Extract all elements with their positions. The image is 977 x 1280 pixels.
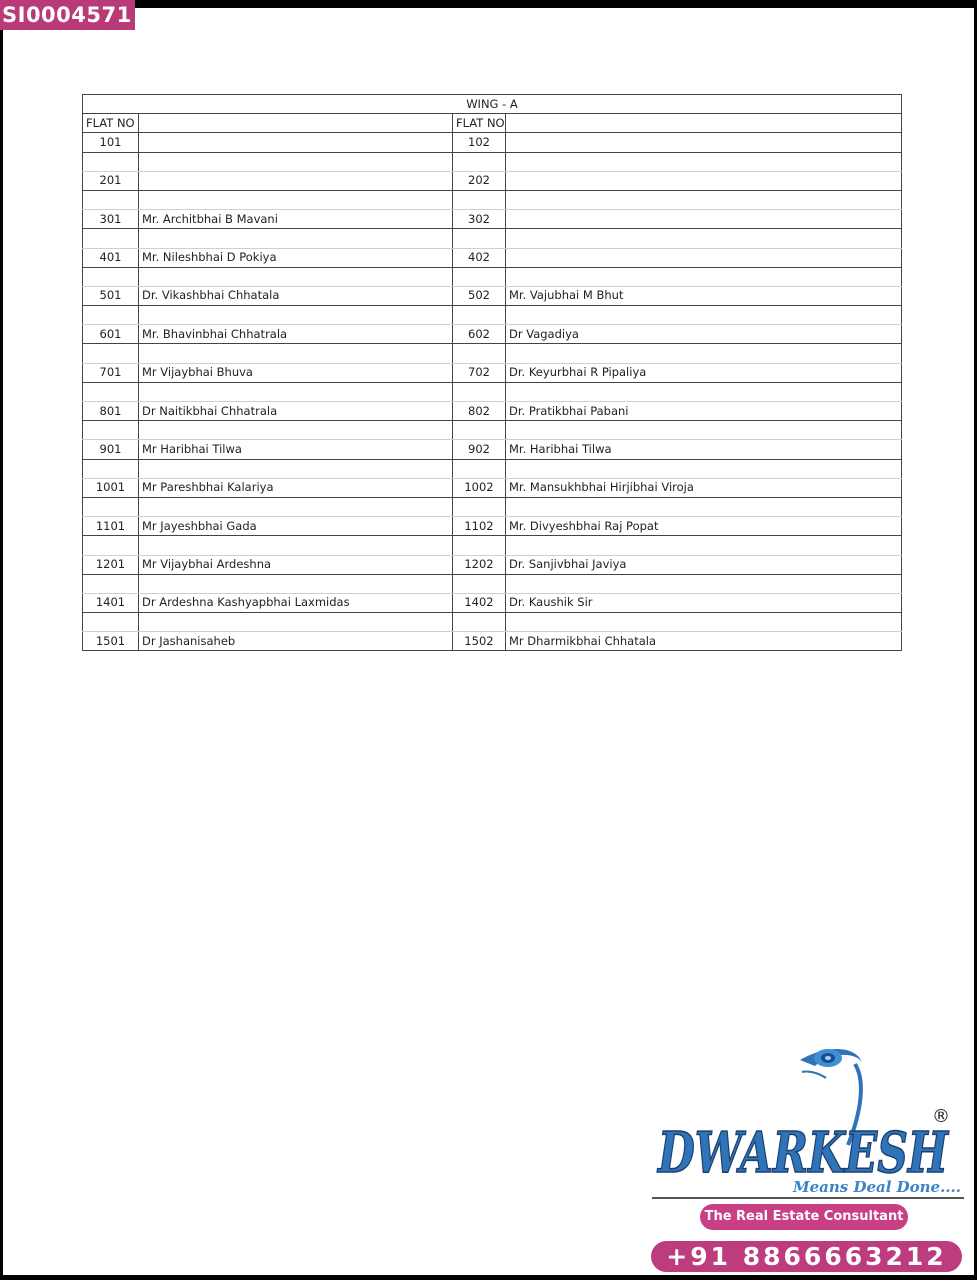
spacer-cell (506, 574, 902, 593)
header-flat-no-right: FLAT NO (453, 114, 506, 133)
spacer-cell (83, 613, 139, 632)
spacer-cell (453, 190, 506, 209)
owner-name-left: Mr Vijaybhai Ardeshna (139, 555, 453, 574)
owner-name-right: Dr Vagadiya (506, 325, 902, 344)
table-spacer-row (83, 459, 902, 478)
flat-number-left: 1201 (83, 555, 139, 574)
brand-wordmark: DWARKESH (656, 1120, 950, 1186)
spacer-cell (139, 459, 453, 478)
spacer-cell (83, 229, 139, 248)
table-row (83, 171, 902, 190)
table-row (83, 593, 902, 612)
spacer-cell (506, 459, 902, 478)
spacer-cell (453, 382, 506, 401)
table-row (83, 133, 902, 152)
owner-name-left: Dr. Vikashbhai Chhatala (139, 286, 453, 305)
flat-number-left: 301 (83, 210, 139, 229)
flat-number-right: 1202 (453, 555, 506, 574)
spacer-cell (83, 459, 139, 478)
document-id-badge: SI0004571 (0, 0, 135, 30)
owner-name-left: Mr. Architbhai B Mavani (139, 210, 453, 229)
brand-slogan: Means Deal Done.... (793, 1178, 961, 1196)
flat-number-right: 302 (453, 210, 506, 229)
spacer-cell (139, 306, 453, 325)
table-spacer-row (83, 382, 902, 401)
flat-number-left: 501 (83, 286, 139, 305)
flat-number-left: 1001 (83, 478, 139, 497)
spacer-cell (506, 421, 902, 440)
owner-name-right (506, 133, 902, 152)
brand-divider (652, 1197, 964, 1199)
spacer-cell (83, 190, 139, 209)
flat-number-left: 101 (83, 133, 139, 152)
table-spacer-row (83, 190, 902, 209)
spacer-cell (83, 382, 139, 401)
spacer-cell (506, 229, 902, 248)
owner-name-left: Mr. Bhavinbhai Chhatrala (139, 325, 453, 344)
table-header-row (83, 114, 902, 133)
flat-number-right: 1402 (453, 593, 506, 612)
spacer-cell (139, 344, 453, 363)
flat-number-left: 601 (83, 325, 139, 344)
spacer-cell (83, 421, 139, 440)
spacer-cell (139, 421, 453, 440)
spacer-cell (453, 574, 506, 593)
flat-number-left: 201 (83, 171, 139, 190)
spacer-cell (139, 536, 453, 555)
frame-top-border (0, 0, 977, 8)
spacer-cell (139, 613, 453, 632)
table-row (83, 632, 902, 651)
header-blank-left (139, 114, 453, 133)
owner-name-right: Dr. Pratikbhai Pabani (506, 402, 902, 421)
spacer-cell (506, 382, 902, 401)
flat-number-right: 202 (453, 171, 506, 190)
spacer-cell (453, 306, 506, 325)
flat-number-left: 801 (83, 402, 139, 421)
flat-number-right: 1002 (453, 478, 506, 497)
flat-number-left: 1401 (83, 593, 139, 612)
table-spacer-row (83, 267, 902, 286)
table-spacer-row (83, 574, 902, 593)
table-row (83, 555, 902, 574)
spacer-cell (139, 229, 453, 248)
owner-name-right (506, 248, 902, 267)
flat-number-right: 1502 (453, 632, 506, 651)
flat-number-right: 1102 (453, 517, 506, 536)
flat-number-right: 902 (453, 440, 506, 459)
owner-name-right (506, 171, 902, 190)
owner-name-right (506, 210, 902, 229)
table-spacer-row (83, 613, 902, 632)
flat-owners-table (82, 94, 902, 651)
table-spacer-row (83, 536, 902, 555)
spacer-cell (453, 344, 506, 363)
dwarkesh-logo (650, 1040, 968, 1274)
spacer-cell (139, 574, 453, 593)
spacer-cell (453, 613, 506, 632)
dwarkesh-logo-graphic (650, 1040, 968, 1274)
owner-name-left: Mr Pareshbhai Kalariya (139, 478, 453, 497)
spacer-cell (139, 267, 453, 286)
owner-name-right: Dr. Keyurbhai R Pipaliya (506, 363, 902, 382)
table-row (83, 440, 902, 459)
header-blank-right (506, 114, 902, 133)
registered-mark: ® (932, 1106, 950, 1127)
flat-number-right: 702 (453, 363, 506, 382)
spacer-cell (453, 536, 506, 555)
table-spacer-row (83, 497, 902, 516)
owner-name-left: Dr Ardeshna Kashyapbhai Laxmidas (139, 593, 453, 612)
spacer-cell (139, 382, 453, 401)
spacer-cell (453, 152, 506, 171)
table-spacer-row (83, 421, 902, 440)
table-spacer-row (83, 344, 902, 363)
owner-name-right: Mr. Haribhai Tilwa (506, 440, 902, 459)
owner-name-left: Mr Jayeshbhai Gada (139, 517, 453, 536)
owner-name-left (139, 171, 453, 190)
flat-number-right: 802 (453, 402, 506, 421)
owner-name-left: Dr Jashanisaheb (139, 632, 453, 651)
spacer-cell (453, 421, 506, 440)
spacer-cell (453, 267, 506, 286)
spacer-cell (83, 574, 139, 593)
flat-number-right: 402 (453, 248, 506, 267)
table-title-row (83, 95, 902, 114)
spacer-cell (506, 497, 902, 516)
owner-name-right: Mr. Divyeshbhai Raj Popat (506, 517, 902, 536)
table-row (83, 363, 902, 382)
owner-name-left: Mr Haribhai Tilwa (139, 440, 453, 459)
contact-phone[interactable]: +91 8866663212 (651, 1241, 962, 1272)
flat-number-right: 602 (453, 325, 506, 344)
owner-name-right: Dr. Sanjivbhai Javiya (506, 555, 902, 574)
frame-left-border (0, 0, 3, 1280)
spacer-cell (83, 152, 139, 171)
table-row (83, 286, 902, 305)
flat-number-left: 401 (83, 248, 139, 267)
spacer-cell (506, 536, 902, 555)
spacer-cell (506, 344, 902, 363)
flat-number-right: 102 (453, 133, 506, 152)
flat-number-right: 502 (453, 286, 506, 305)
header-flat-no-left: FLAT NO (83, 114, 139, 133)
owner-name-left: Mr. Nileshbhai D Pokiya (139, 248, 453, 267)
table-row (83, 517, 902, 536)
spacer-cell (453, 459, 506, 478)
table-row (83, 210, 902, 229)
spacer-cell (83, 306, 139, 325)
owner-name-right: Dr. Kaushik Sir (506, 593, 902, 612)
table-spacer-row (83, 229, 902, 248)
table-row (83, 325, 902, 344)
spacer-cell (506, 613, 902, 632)
owner-name-right: Mr. Vajubhai M Bhut (506, 286, 902, 305)
table-row (83, 402, 902, 421)
table-spacer-row (83, 152, 902, 171)
spacer-cell (139, 152, 453, 171)
table-title: WING - A (83, 95, 902, 114)
spacer-cell (83, 497, 139, 516)
spacer-cell (139, 497, 453, 516)
spacer-cell (139, 190, 453, 209)
table-row (83, 248, 902, 267)
owner-name-right: Mr. Mansukhbhai Hirjibhai Viroja (506, 478, 902, 497)
spacer-cell (453, 497, 506, 516)
flat-number-left: 1101 (83, 517, 139, 536)
spacer-cell (506, 267, 902, 286)
table-spacer-row (83, 306, 902, 325)
flat-number-left: 1501 (83, 632, 139, 651)
spacer-cell (83, 267, 139, 286)
flat-number-left: 701 (83, 363, 139, 382)
owner-name-left (139, 133, 453, 152)
owner-name-left: Dr Naitikbhai Chhatrala (139, 402, 453, 421)
spacer-cell (506, 190, 902, 209)
flat-number-left: 901 (83, 440, 139, 459)
frame-bottom-border (0, 1275, 977, 1280)
table-row (83, 478, 902, 497)
spacer-cell (506, 306, 902, 325)
spacer-cell (506, 152, 902, 171)
owner-name-right: Mr Dharmikbhai Chhatala (506, 632, 902, 651)
owner-name-left: Mr Vijaybhai Bhuva (139, 363, 453, 382)
spacer-cell (453, 229, 506, 248)
brand-tagline: The Real Estate Consultant (700, 1204, 908, 1230)
spacer-cell (83, 536, 139, 555)
spacer-cell (83, 344, 139, 363)
